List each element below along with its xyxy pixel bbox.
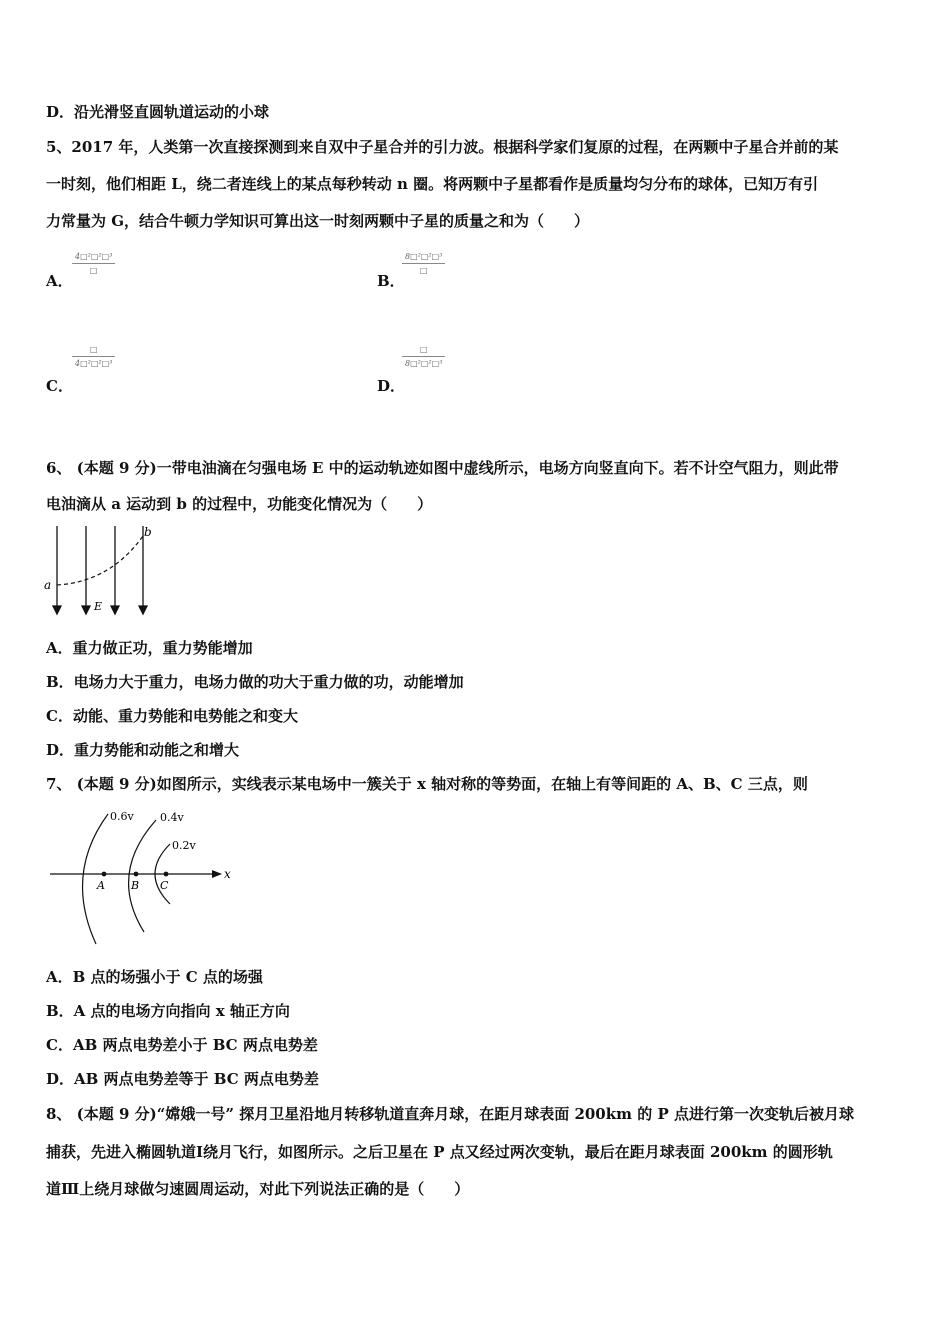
arrowhead-icon — [82, 606, 90, 614]
point-c-dot — [164, 872, 169, 877]
q5-option-c-label: C． — [46, 377, 73, 395]
q5-option-a-label: A． — [46, 272, 73, 290]
point-a-dot — [102, 872, 107, 877]
formula-numerator: 4□²□²□³ — [75, 252, 113, 261]
point-b-dot — [134, 872, 139, 877]
q5-option-b-formula — [402, 252, 445, 275]
label-a: A — [97, 879, 105, 892]
label-b: B — [131, 879, 140, 892]
q5-option-d-formula — [402, 345, 445, 368]
axis-arrow-icon — [212, 870, 222, 878]
q7-option-c: C．AB 两点电势差小于 BC 两点电势差 — [46, 1036, 318, 1054]
q5-option-b-label: B． — [377, 272, 405, 290]
q6-field-diagram — [40, 522, 170, 618]
label-0.4v: 0.4v — [160, 811, 184, 824]
q6-option-d: D．重力势能和动能之和增大 — [46, 741, 240, 759]
q6-option-c: C．动能、重力势能和电势能之和变大 — [46, 707, 298, 725]
equipotential-0.4v — [129, 820, 156, 932]
label-c: C — [160, 879, 169, 892]
arrowhead-icon — [139, 606, 147, 614]
q5-stem-line1: 5、2017 年，人类第一次直接探测到来自双中子星合并的引力波。根据科学家们复原的过程，在两颗中子星合并前的某 — [46, 138, 839, 156]
q6-stem-line2: 电油滴从 a 运动到 b 的过程中，功能变化情况为（ ） — [46, 495, 433, 513]
arrowhead-icon — [111, 606, 119, 614]
formula-numerator: □ — [419, 345, 428, 354]
label-0.2v: 0.2v — [172, 839, 196, 852]
fraction-bar — [402, 356, 445, 357]
q6-option-b: B．电场力大于重力，电场力做的功大于重力做的功，动能增加 — [46, 673, 464, 691]
arrowhead-icon — [53, 606, 61, 614]
q4-option-d: D．沿光滑竖直圆轨道运动的小球 — [46, 103, 270, 121]
label-x: x — [224, 867, 231, 881]
q7-stem-line1: 7、 (本题 9 分)如图所示，实线表示某电场中一簇关于 x 轴对称的等势面，在轴上有等间距的 A、B、C 三点，则 — [46, 775, 808, 793]
label-0.6v: 0.6v — [110, 810, 134, 823]
fraction-bar — [72, 263, 115, 264]
q5-stem-line2: 一时刻，他们相距 L，绕二者连线上的某点每秒转动 n 圈。将两颗中子星都看作是质量均匀分布的球体，已知万有引 — [46, 175, 819, 193]
fraction-bar — [72, 356, 115, 357]
point-b-label: b — [144, 525, 152, 539]
formula-numerator: □ — [89, 345, 98, 354]
q5-stem-line3: 力常量为 G，结合牛顿力学知识可算出这一时刻两颗中子星的质量之和为（ ） — [46, 212, 590, 230]
q8-stem-line1: 8、 (本题 9 分)“嫦娥一号” 探月卫星沿地月转移轨道直奔月球，在距月球表面 200km 的 P 点进行第一次变轨后被月球 — [46, 1105, 854, 1123]
fraction-bar — [402, 263, 445, 264]
q5-option-a-formula — [72, 252, 115, 275]
formula-denominator: □ — [89, 266, 98, 275]
q8-stem-line2: 捕获，先进入椭圆轨道Ⅰ绕月飞行，如图所示。之后卫星在 P 点又经过两次变轨，最后在距月球表面 200km 的圆形轨 — [46, 1143, 833, 1161]
q5-option-c-formula — [72, 345, 115, 368]
q6-stem-line1: 6、 (本题 9 分)一带电油滴在匀强电场 E 中的运动轨迹如图中虚线所示，电场方向竖直向下。若不计空气阻力，则此带 — [46, 459, 839, 477]
field-e-label: E — [94, 600, 103, 613]
formula-numerator: 8□²□²□³ — [405, 252, 443, 261]
point-a-label: a — [44, 578, 52, 592]
formula-denominator: □ — [419, 266, 428, 275]
q7-option-d: D．AB 两点电势差等于 BC 两点电势差 — [46, 1070, 319, 1088]
q6-option-a: A．重力做正功，重力势能增加 — [46, 639, 253, 657]
formula-denominator: 8□²□²□³ — [405, 359, 443, 368]
q8-stem-line3: 道Ⅲ上绕月球做匀速圆周运动，对此下列说法正确的是（ ） — [46, 1180, 470, 1198]
q7-option-a: A．B 点的场强小于 C 点的场强 — [46, 968, 263, 986]
trajectory-curve — [57, 536, 143, 585]
q7-equipotential-diagram — [46, 804, 246, 954]
formula-denominator: 4□²□²□³ — [75, 359, 113, 368]
q5-option-d-label: D． — [377, 377, 406, 395]
q7-option-b: B．A 点的电场方向指向 x 轴正方向 — [46, 1002, 290, 1020]
